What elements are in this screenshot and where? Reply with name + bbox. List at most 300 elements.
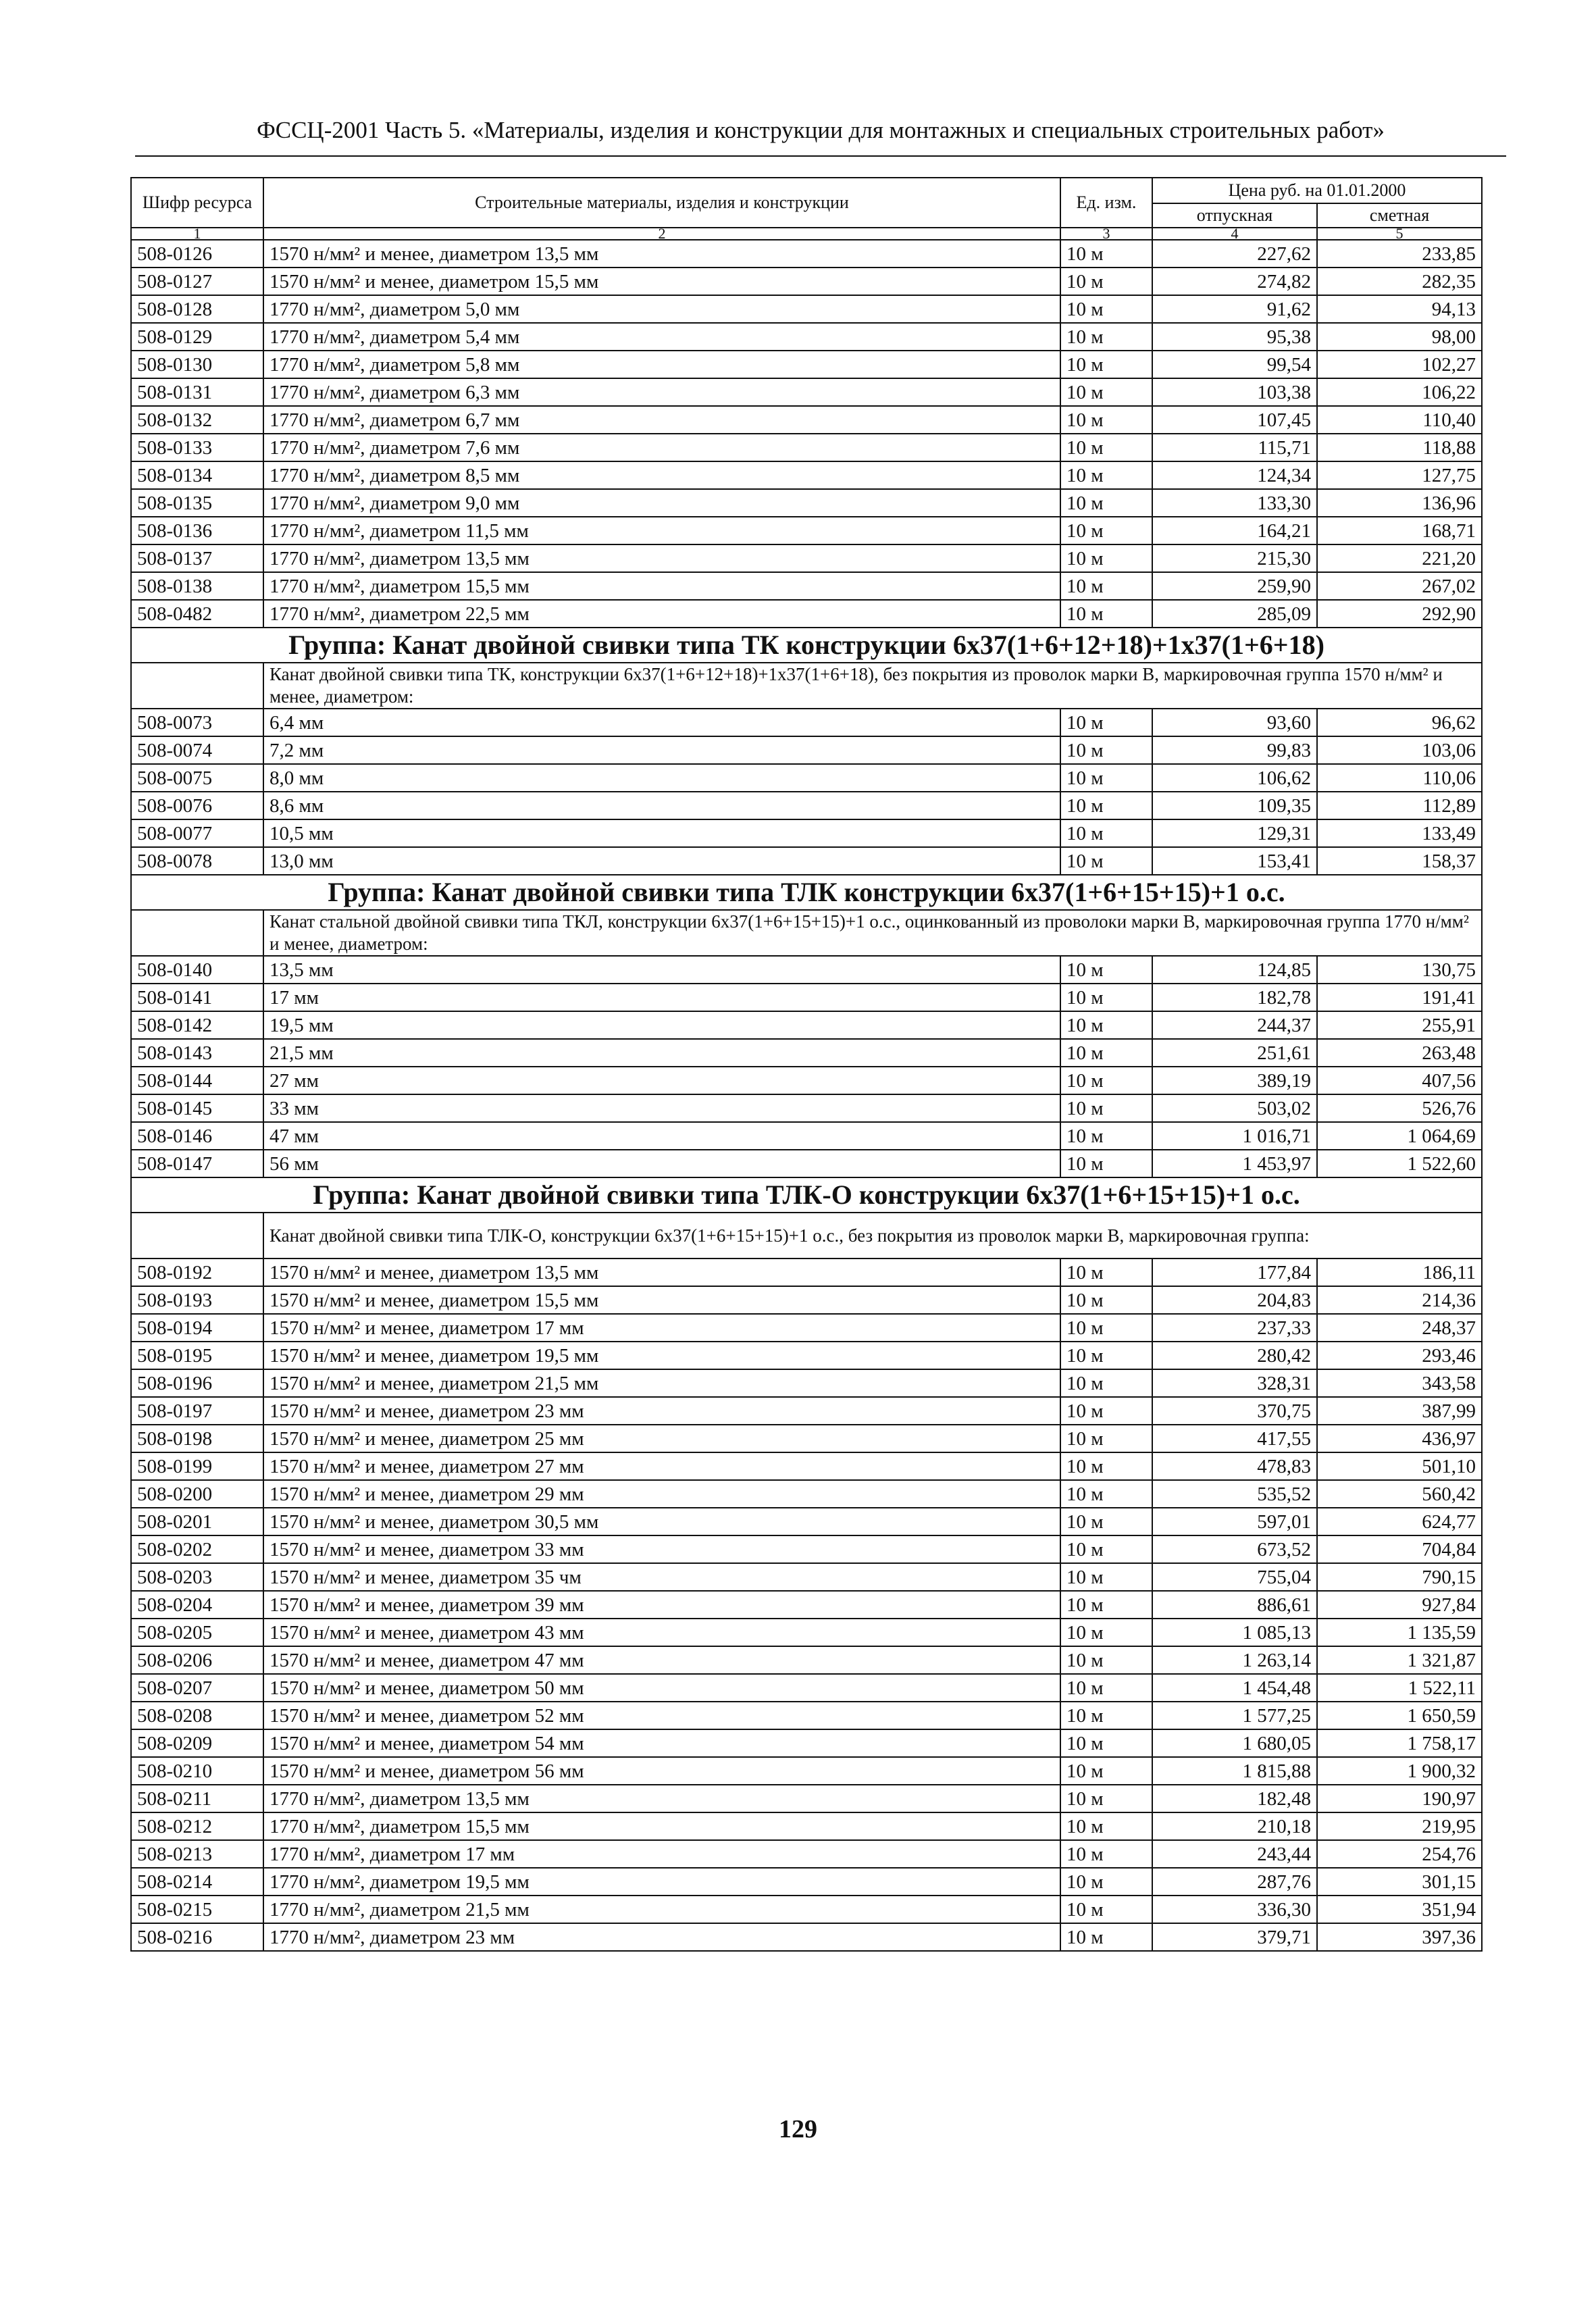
unit-cell: 10 м <box>1060 709 1152 736</box>
unit-cell: 10 м <box>1060 1067 1152 1094</box>
estimate-price: 407,56 <box>1317 1067 1482 1094</box>
unit-cell: 10 м <box>1060 1259 1152 1286</box>
resource-code: 508-0141 <box>131 984 263 1011</box>
release-price: 182,78 <box>1152 984 1317 1011</box>
unit-cell: 10 м <box>1060 1591 1152 1619</box>
resource-code: 508-0210 <box>131 1757 263 1785</box>
table-row <box>131 434 1482 461</box>
group-title: Группа: Канат двойной свивки типа ТЛК конструкции 6x37(1+6+15+15)+1 о.с. <box>131 875 1482 910</box>
group-description-row <box>131 1213 1482 1259</box>
col-name-header: Строительные материалы, изделия и конструкции <box>263 178 1060 228</box>
table-row <box>131 295 1482 323</box>
resource-code: 508-0209 <box>131 1729 263 1757</box>
material-name: 13,0 мм <box>263 847 1060 875</box>
unit-cell: 10 м <box>1060 764 1152 792</box>
resource-code: 508-0127 <box>131 268 263 295</box>
unit-cell: 10 м <box>1060 819 1152 847</box>
col-unit-header: Ед. изм. <box>1060 178 1152 228</box>
material-name: 1570 н/мм² и менее, диаметром 23 мм <box>263 1397 1060 1425</box>
estimate-price: 136,96 <box>1317 489 1482 517</box>
resource-code: 508-0203 <box>131 1563 263 1591</box>
resource-code: 508-0144 <box>131 1067 263 1094</box>
material-name: 1570 н/мм² и менее, диаметром 56 мм <box>263 1757 1060 1785</box>
table-row <box>131 1812 1482 1840</box>
release-price: 177,84 <box>1152 1259 1317 1286</box>
resource-code: 508-0202 <box>131 1535 263 1563</box>
material-name: 17 мм <box>263 984 1060 1011</box>
material-name: 1770 н/мм², диаметром 5,4 мм <box>263 323 1060 351</box>
table-row <box>131 351 1482 378</box>
estimate-price: 233,85 <box>1317 240 1482 268</box>
estimate-price: 790,15 <box>1317 1563 1482 1591</box>
material-name: 7,2 мм <box>263 736 1060 764</box>
release-price: 370,75 <box>1152 1397 1317 1425</box>
release-price: 244,37 <box>1152 1011 1317 1039</box>
material-name: 1570 н/мм² и менее, диаметром 47 мм <box>263 1646 1060 1674</box>
material-name: 1570 н/мм² и менее, диаметром 21,5 мм <box>263 1369 1060 1397</box>
unit-cell: 10 м <box>1060 1425 1152 1452</box>
price-table <box>130 177 1483 1952</box>
release-price: 182,48 <box>1152 1785 1317 1812</box>
unit-cell: 10 м <box>1060 1314 1152 1342</box>
resource-code: 508-0198 <box>131 1425 263 1452</box>
release-price: 243,44 <box>1152 1840 1317 1868</box>
resource-code: 508-0135 <box>131 489 263 517</box>
material-name: 1570 н/мм² и менее, диаметром 54 мм <box>263 1729 1060 1757</box>
unit-cell: 10 м <box>1060 1674 1152 1702</box>
col-code-header: Шифр ресурса <box>131 178 263 228</box>
estimate-price: 248,37 <box>1317 1314 1482 1342</box>
col-estimate-header: сметная <box>1317 203 1482 228</box>
resource-code: 508-0128 <box>131 295 263 323</box>
estimate-price: 1 522,60 <box>1317 1150 1482 1177</box>
estimate-price: 1 650,59 <box>1317 1702 1482 1729</box>
unit-cell: 10 м <box>1060 295 1152 323</box>
estimate-price: 351,94 <box>1317 1896 1482 1923</box>
table-row <box>131 819 1482 847</box>
estimate-price: 1 758,17 <box>1317 1729 1482 1757</box>
release-price: 227,62 <box>1152 240 1317 268</box>
estimate-price: 263,48 <box>1317 1039 1482 1067</box>
table-row <box>131 1259 1482 1286</box>
resource-code: 508-0147 <box>131 1150 263 1177</box>
table-row <box>131 1896 1482 1923</box>
release-price: 204,83 <box>1152 1286 1317 1314</box>
estimate-price: 397,36 <box>1317 1923 1482 1951</box>
material-name: 1770 н/мм², диаметром 6,3 мм <box>263 378 1060 406</box>
release-price: 115,71 <box>1152 434 1317 461</box>
estimate-price: 130,75 <box>1317 956 1482 984</box>
material-name: 1570 н/мм² и менее, диаметром 19,5 мм <box>263 1342 1060 1369</box>
resource-code: 508-0212 <box>131 1812 263 1840</box>
material-name: 13,5 мм <box>263 956 1060 984</box>
col-number: 1 <box>131 228 263 240</box>
table-row <box>131 600 1482 628</box>
unit-cell: 10 м <box>1060 1785 1152 1812</box>
resource-code: 508-0195 <box>131 1342 263 1369</box>
estimate-price: 560,42 <box>1317 1480 1482 1508</box>
table-row <box>131 1840 1482 1868</box>
release-price: 285,09 <box>1152 600 1317 628</box>
resource-code: 508-0077 <box>131 819 263 847</box>
material-name: 1770 н/мм², диаметром 5,8 мм <box>263 351 1060 378</box>
unit-cell: 10 м <box>1060 847 1152 875</box>
release-price: 99,83 <box>1152 736 1317 764</box>
unit-cell: 10 м <box>1060 1535 1152 1563</box>
estimate-price: 168,71 <box>1317 517 1482 544</box>
unit-cell: 10 м <box>1060 517 1152 544</box>
estimate-price: 301,15 <box>1317 1868 1482 1896</box>
page-number: 129 <box>779 2115 817 2143</box>
resource-code: 508-0076 <box>131 792 263 819</box>
resource-code: 508-0136 <box>131 517 263 544</box>
table-header <box>131 178 1482 240</box>
resource-code: 508-0140 <box>131 956 263 984</box>
resource-code: 508-0208 <box>131 1702 263 1729</box>
estimate-price: 102,27 <box>1317 351 1482 378</box>
material-name: 1770 н/мм², диаметром 6,7 мм <box>263 406 1060 434</box>
release-price: 535,52 <box>1152 1480 1317 1508</box>
col-price-header: Цена руб. на 01.01.2000 <box>1152 178 1482 203</box>
material-name: 1570 н/мм² и менее, диаметром 27 мм <box>263 1452 1060 1480</box>
table-row <box>131 1397 1482 1425</box>
release-price: 886,61 <box>1152 1591 1317 1619</box>
material-name: 1570 н/мм² и менее, диаметром 30,5 мм <box>263 1508 1060 1535</box>
estimate-price: 110,06 <box>1317 764 1482 792</box>
release-price: 215,30 <box>1152 544 1317 572</box>
unit-cell: 10 м <box>1060 1812 1152 1840</box>
estimate-price: 190,97 <box>1317 1785 1482 1812</box>
table-row <box>131 1619 1482 1646</box>
unit-cell: 10 м <box>1060 1563 1152 1591</box>
estimate-price: 133,49 <box>1317 819 1482 847</box>
table-row <box>131 406 1482 434</box>
material-name: 27 мм <box>263 1067 1060 1094</box>
table-row <box>131 517 1482 544</box>
unit-cell: 10 м <box>1060 1868 1152 1896</box>
table-row <box>131 1785 1482 1812</box>
table-row <box>131 378 1482 406</box>
release-price: 164,21 <box>1152 517 1317 544</box>
resource-code: 508-0132 <box>131 406 263 434</box>
release-price: 673,52 <box>1152 1535 1317 1563</box>
table-row <box>131 792 1482 819</box>
unit-cell: 10 м <box>1060 1397 1152 1425</box>
table-body <box>131 240 1482 1951</box>
unit-cell: 10 м <box>1060 1896 1152 1923</box>
resource-code: 508-0145 <box>131 1094 263 1122</box>
table-row <box>131 544 1482 572</box>
unit-cell: 10 м <box>1060 1702 1152 1729</box>
table-row <box>131 1314 1482 1342</box>
group-title: Группа: Канат двойной свивки типа ТК конструкции 6x37(1+6+12+18)+1x37(1+6+18) <box>131 628 1482 663</box>
resource-code: 508-0075 <box>131 764 263 792</box>
resource-code: 508-0130 <box>131 351 263 378</box>
col-number: 2 <box>263 228 1060 240</box>
material-name: 1770 н/мм², диаметром 15,5 мм <box>263 1812 1060 1840</box>
release-price: 478,83 <box>1152 1452 1317 1480</box>
table-row <box>131 1011 1482 1039</box>
estimate-price: 191,41 <box>1317 984 1482 1011</box>
release-price: 1 577,25 <box>1152 1702 1317 1729</box>
estimate-price: 106,22 <box>1317 378 1482 406</box>
empty-cell <box>131 910 263 956</box>
estimate-price: 1 135,59 <box>1317 1619 1482 1646</box>
group-title-row <box>131 875 1482 910</box>
table-row <box>131 1369 1482 1397</box>
release-price: 259,90 <box>1152 572 1317 600</box>
table-row <box>131 764 1482 792</box>
release-price: 336,30 <box>1152 1896 1317 1923</box>
unit-cell: 10 м <box>1060 736 1152 764</box>
release-price: 1 680,05 <box>1152 1729 1317 1757</box>
unit-cell: 10 м <box>1060 792 1152 819</box>
resource-code: 508-0146 <box>131 1122 263 1150</box>
material-name: 33 мм <box>263 1094 1060 1122</box>
group-title-row <box>131 628 1482 663</box>
estimate-price: 1 522,11 <box>1317 1674 1482 1702</box>
release-price: 755,04 <box>1152 1563 1317 1591</box>
table-row <box>131 461 1482 489</box>
release-price: 1 016,71 <box>1152 1122 1317 1150</box>
material-name: 1770 н/мм², диаметром 7,6 мм <box>263 434 1060 461</box>
release-price: 91,62 <box>1152 295 1317 323</box>
table-row <box>131 1591 1482 1619</box>
resource-code: 508-0129 <box>131 323 263 351</box>
release-price: 93,60 <box>1152 709 1317 736</box>
release-price: 210,18 <box>1152 1812 1317 1840</box>
material-name: 1570 н/мм² и менее, диаметром 39 мм <box>263 1591 1060 1619</box>
estimate-price: 254,76 <box>1317 1840 1482 1868</box>
unit-cell: 10 м <box>1060 1094 1152 1122</box>
release-price: 389,19 <box>1152 1067 1317 1094</box>
unit-cell: 10 м <box>1060 1122 1152 1150</box>
unit-cell: 10 м <box>1060 544 1152 572</box>
table-row <box>131 847 1482 875</box>
release-price: 124,34 <box>1152 461 1317 489</box>
estimate-price: 387,99 <box>1317 1397 1482 1425</box>
table-row <box>131 1067 1482 1094</box>
estimate-price: 158,37 <box>1317 847 1482 875</box>
resource-code: 508-0204 <box>131 1591 263 1619</box>
release-price: 417,55 <box>1152 1425 1317 1452</box>
resource-code: 508-0134 <box>131 461 263 489</box>
material-name: 1570 н/мм² и менее, диаметром 33 мм <box>263 1535 1060 1563</box>
unit-cell: 10 м <box>1060 351 1152 378</box>
estimate-price: 127,75 <box>1317 461 1482 489</box>
material-name: 47 мм <box>263 1122 1060 1150</box>
release-price: 237,33 <box>1152 1314 1317 1342</box>
release-price: 1 263,14 <box>1152 1646 1317 1674</box>
estimate-price: 94,13 <box>1317 295 1482 323</box>
resource-code: 508-0213 <box>131 1840 263 1868</box>
material-name: 1570 н/мм² и менее, диаметром 50 мм <box>263 1674 1060 1702</box>
table-row <box>131 1425 1482 1452</box>
estimate-price: 927,84 <box>1317 1591 1482 1619</box>
estimate-price: 624,77 <box>1317 1508 1482 1535</box>
table-row <box>131 1702 1482 1729</box>
material-name: 1570 н/мм² и менее, диаметром 15,5 мм <box>263 268 1060 295</box>
material-name: 1570 н/мм² и менее, диаметром 43 мм <box>263 1619 1060 1646</box>
resource-code: 508-0143 <box>131 1039 263 1067</box>
material-name: 8,0 мм <box>263 764 1060 792</box>
estimate-price: 221,20 <box>1317 544 1482 572</box>
release-price: 503,02 <box>1152 1094 1317 1122</box>
unit-cell: 10 м <box>1060 1039 1152 1067</box>
material-name: 1770 н/мм², диаметром 11,5 мм <box>263 517 1060 544</box>
group-description: Канат двойной свивки типа ТЛК-О, конструкции 6x37(1+6+15+15)+1 о.с., без покрытия из проволок марки В, маркировочная группа: <box>263 1213 1482 1259</box>
estimate-price: 1 321,87 <box>1317 1646 1482 1674</box>
empty-cell <box>131 1213 263 1259</box>
unit-cell: 10 м <box>1060 1619 1152 1646</box>
material-name: 21,5 мм <box>263 1039 1060 1067</box>
table-row <box>131 736 1482 764</box>
col-number: 3 <box>1060 228 1152 240</box>
unit-cell: 10 м <box>1060 1729 1152 1757</box>
estimate-price: 343,58 <box>1317 1369 1482 1397</box>
resource-code: 508-0205 <box>131 1619 263 1646</box>
material-name: 1770 н/мм², диаметром 9,0 мм <box>263 489 1060 517</box>
estimate-price: 98,00 <box>1317 323 1482 351</box>
resource-code: 508-0073 <box>131 709 263 736</box>
unit-cell: 10 м <box>1060 1646 1152 1674</box>
table-row <box>131 1563 1482 1591</box>
table-row <box>131 1039 1482 1067</box>
table-row <box>131 489 1482 517</box>
table-row <box>131 1508 1482 1535</box>
material-name: 1570 н/мм² и менее, диаметром 25 мм <box>263 1425 1060 1452</box>
unit-cell: 10 м <box>1060 1342 1152 1369</box>
material-name: 1570 н/мм² и менее, диаметром 17 мм <box>263 1314 1060 1342</box>
table-row <box>131 956 1482 984</box>
resource-code: 508-0207 <box>131 1674 263 1702</box>
material-name: 56 мм <box>263 1150 1060 1177</box>
empty-cell <box>131 663 263 709</box>
estimate-price: 186,11 <box>1317 1259 1482 1286</box>
material-name: 1570 н/мм² и менее, диаметром 35 чм <box>263 1563 1060 1591</box>
table-row <box>131 1122 1482 1150</box>
group-description-row <box>131 910 1482 956</box>
material-name: 1770 н/мм², диаметром 5,0 мм <box>263 295 1060 323</box>
material-name: 8,6 мм <box>263 792 1060 819</box>
estimate-price: 96,62 <box>1317 709 1482 736</box>
estimate-price: 110,40 <box>1317 406 1482 434</box>
table-row <box>131 268 1482 295</box>
material-name: 1770 н/мм², диаметром 17 мм <box>263 1840 1060 1868</box>
table-row <box>131 240 1482 268</box>
release-price: 133,30 <box>1152 489 1317 517</box>
unit-cell: 10 м <box>1060 956 1152 984</box>
estimate-price: 1 900,32 <box>1317 1757 1482 1785</box>
unit-cell: 10 м <box>1060 1369 1152 1397</box>
material-name: 1770 н/мм², диаметром 13,5 мм <box>263 1785 1060 1812</box>
table-row <box>131 1868 1482 1896</box>
resource-code: 508-0074 <box>131 736 263 764</box>
release-price: 95,38 <box>1152 323 1317 351</box>
resource-code: 508-0216 <box>131 1923 263 1951</box>
resource-code: 508-0211 <box>131 1785 263 1812</box>
material-name: 1570 н/мм² и менее, диаметром 13,5 мм <box>263 1259 1060 1286</box>
material-name: 1770 н/мм², диаметром 8,5 мм <box>263 461 1060 489</box>
resource-code: 508-0194 <box>131 1314 263 1342</box>
estimate-price: 704,84 <box>1317 1535 1482 1563</box>
unit-cell: 10 м <box>1060 461 1152 489</box>
material-name: 1770 н/мм², диаметром 13,5 мм <box>263 544 1060 572</box>
material-name: 1770 н/мм², диаметром 22,5 мм <box>263 600 1060 628</box>
unit-cell: 10 м <box>1060 240 1152 268</box>
group-title-row <box>131 1177 1482 1213</box>
table-row <box>131 1674 1482 1702</box>
table-row <box>131 1729 1482 1757</box>
resource-code: 508-0200 <box>131 1480 263 1508</box>
resource-code: 508-0215 <box>131 1896 263 1923</box>
release-price: 274,82 <box>1152 268 1317 295</box>
resource-code: 508-0192 <box>131 1259 263 1286</box>
unit-cell: 10 м <box>1060 1150 1152 1177</box>
unit-cell: 10 м <box>1060 984 1152 1011</box>
material-name: 1570 н/мм² и менее, диаметром 52 мм <box>263 1702 1060 1729</box>
release-price: 1 453,97 <box>1152 1150 1317 1177</box>
estimate-price: 293,46 <box>1317 1342 1482 1369</box>
unit-cell: 10 м <box>1060 1011 1152 1039</box>
resource-code: 508-0196 <box>131 1369 263 1397</box>
unit-cell: 10 м <box>1060 572 1152 600</box>
material-name: 1770 н/мм², диаметром 23 мм <box>263 1923 1060 1951</box>
resource-code: 508-0197 <box>131 1397 263 1425</box>
unit-cell: 10 м <box>1060 1286 1152 1314</box>
unit-cell: 10 м <box>1060 1923 1152 1951</box>
unit-cell: 10 м <box>1060 434 1152 461</box>
estimate-price: 282,35 <box>1317 268 1482 295</box>
resource-code: 508-0201 <box>131 1508 263 1535</box>
table-row <box>131 1480 1482 1508</box>
release-price: 328,31 <box>1152 1369 1317 1397</box>
resource-code: 508-0193 <box>131 1286 263 1314</box>
table-row <box>131 1150 1482 1177</box>
running-header: ФССЦ-2001 Часть 5. «Материалы, изделия и конструкции для монтажных и специальных строительных работ» <box>135 113 1506 157</box>
table-row <box>131 1923 1482 1951</box>
table-row <box>131 572 1482 600</box>
table-row <box>131 1342 1482 1369</box>
release-price: 379,71 <box>1152 1923 1317 1951</box>
unit-cell: 10 м <box>1060 1480 1152 1508</box>
resource-code: 508-0131 <box>131 378 263 406</box>
table-row <box>131 1286 1482 1314</box>
resource-code: 508-0126 <box>131 240 263 268</box>
material-name: 1570 н/мм² и менее, диаметром 13,5 мм <box>263 240 1060 268</box>
unit-cell: 10 м <box>1060 268 1152 295</box>
resource-code: 508-0078 <box>131 847 263 875</box>
resource-code: 508-0142 <box>131 1011 263 1039</box>
estimate-price: 214,36 <box>1317 1286 1482 1314</box>
estimate-price: 219,95 <box>1317 1812 1482 1840</box>
release-price: 287,76 <box>1152 1868 1317 1896</box>
table-row <box>131 323 1482 351</box>
unit-cell: 10 м <box>1060 1757 1152 1785</box>
unit-cell: 10 м <box>1060 1452 1152 1480</box>
material-name: 6,4 мм <box>263 709 1060 736</box>
unit-cell: 10 м <box>1060 378 1152 406</box>
material-name: 19,5 мм <box>263 1011 1060 1039</box>
resource-code: 508-0199 <box>131 1452 263 1480</box>
group-description-row <box>131 663 1482 709</box>
release-price: 597,01 <box>1152 1508 1317 1535</box>
resource-code: 508-0206 <box>131 1646 263 1674</box>
release-price: 153,41 <box>1152 847 1317 875</box>
estimate-price: 112,89 <box>1317 792 1482 819</box>
estimate-price: 436,97 <box>1317 1425 1482 1452</box>
table-row <box>131 1535 1482 1563</box>
